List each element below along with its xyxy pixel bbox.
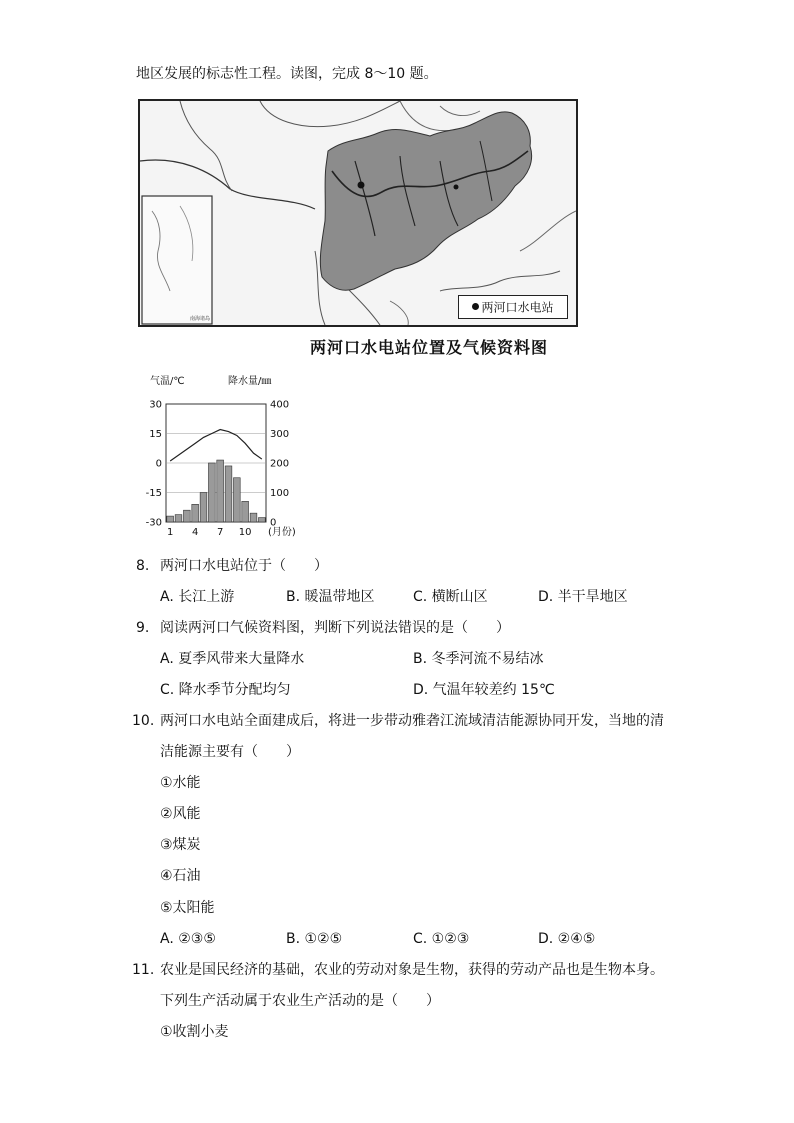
y-right-tick: 200 bbox=[270, 458, 290, 470]
y-right-tick: 400 bbox=[270, 399, 290, 411]
precip-bar bbox=[192, 504, 199, 522]
q9-option-b[interactable]: B. 冬季河流不易结冰 bbox=[413, 651, 544, 667]
q10-item-2: ②风能 bbox=[160, 806, 201, 822]
precip-bar bbox=[217, 460, 224, 522]
q10-option-d[interactable]: D. ②④⑤ bbox=[538, 931, 596, 947]
map-legend bbox=[458, 295, 568, 319]
precip-bar bbox=[167, 516, 174, 522]
q10-option-a[interactable]: A. ②③⑤ bbox=[160, 931, 216, 947]
q8-number: 8. bbox=[136, 558, 150, 574]
inset-frame bbox=[142, 196, 212, 324]
precip-bar bbox=[233, 478, 240, 522]
q11-stem-line2: 下列生产活动属于农业生产活动的是（ ） bbox=[160, 993, 440, 1009]
q10-item-5: ⑤太阳能 bbox=[160, 900, 215, 916]
plot-frame bbox=[166, 404, 266, 522]
q9-option-c[interactable]: C. 降水季节分配均匀 bbox=[160, 682, 291, 698]
q10-stem-line2: 洁能源主要有（ ） bbox=[160, 744, 300, 760]
x-tick: 4 bbox=[191, 527, 199, 538]
q9-number: 9. bbox=[136, 620, 150, 636]
precip-bar bbox=[225, 466, 232, 522]
x-tick: 7 bbox=[216, 527, 224, 538]
y-left-tick: -15 bbox=[145, 488, 162, 499]
map-drawing bbox=[140, 101, 576, 325]
x-tick: 1 bbox=[166, 527, 174, 538]
inset-label: 南海诸岛 bbox=[190, 316, 211, 322]
temperature-line bbox=[170, 430, 262, 461]
q9-option-d[interactable]: D. 气温年较差约 15℃ bbox=[413, 682, 555, 698]
x-axis-title: (月份) bbox=[268, 527, 296, 538]
q9-option-a[interactable]: A. 夏季风带来大量降水 bbox=[160, 651, 305, 667]
y-left-tick: 30 bbox=[149, 399, 162, 411]
map-caption: 两河口水电站位置及气候资料图 bbox=[310, 338, 549, 357]
precip-bar bbox=[208, 463, 215, 522]
y-right-tick: 0 bbox=[270, 517, 277, 529]
map-figure bbox=[138, 99, 578, 327]
y-left-tick: -30 bbox=[145, 517, 162, 529]
q8-option-a[interactable]: A. 长江上游 bbox=[160, 589, 235, 605]
y-left-tick: 15 bbox=[149, 429, 162, 440]
y-left-tick: 0 bbox=[155, 458, 162, 470]
temp-line bbox=[170, 430, 262, 461]
legend-dot-icon bbox=[472, 303, 479, 310]
bars bbox=[167, 460, 265, 522]
q10-option-c[interactable]: C. ①②③ bbox=[413, 931, 470, 947]
precip-bar bbox=[183, 510, 190, 522]
intro-text: 地区发展的标志性工程。读图，完成 8～10 题。 bbox=[136, 66, 438, 82]
q8-stem: 两河口水电站位于（ ） bbox=[160, 558, 328, 574]
q8-option-d[interactable]: D. 半干旱地区 bbox=[538, 589, 628, 605]
q8-option-c[interactable]: C. 横断山区 bbox=[413, 589, 488, 605]
q10-option-b[interactable]: B. ①②⑤ bbox=[286, 931, 343, 947]
climate-chart-svg bbox=[136, 372, 316, 546]
q10-item-3: ③煤炭 bbox=[160, 837, 201, 853]
q9-stem: 阅读两河口气候资料图，判断下列说法错误的是（ ） bbox=[160, 620, 510, 636]
climate-chart bbox=[136, 372, 316, 546]
q8-option-b[interactable]: B. 暖温带地区 bbox=[286, 589, 375, 605]
precip-bar bbox=[250, 513, 257, 522]
legend-label: 两河口水电站 bbox=[481, 300, 554, 315]
q11-stem-line1: 农业是国民经济的基础，农业的劳动对象是生物，获得的劳动产品也是生物本身。 bbox=[160, 962, 664, 978]
q11-number: 11. bbox=[132, 962, 155, 978]
x-tick: 10 bbox=[238, 527, 252, 538]
y-right-tick: 300 bbox=[270, 429, 290, 440]
station-dot bbox=[358, 182, 365, 189]
precip-bar bbox=[258, 518, 265, 522]
y-right-title: 降水量/㎜ bbox=[228, 376, 272, 387]
q10-item-1: ①水能 bbox=[160, 775, 201, 791]
q10-stem-line1: 两河口水电站全面建成后，将进一步带动雅砻江流域清洁能源协同开发，当地的清 bbox=[160, 713, 664, 729]
precip-bar bbox=[200, 493, 207, 523]
precip-bar bbox=[242, 501, 249, 522]
y-right-tick: 100 bbox=[270, 488, 290, 499]
y-left-title: 气温/℃ bbox=[150, 376, 185, 387]
precip-bar bbox=[175, 515, 182, 522]
q10-item-4: ④石油 bbox=[160, 868, 201, 884]
q10-number: 10. bbox=[132, 713, 155, 729]
q11-item-1: ①收割小麦 bbox=[160, 1024, 229, 1040]
basin-shading bbox=[320, 112, 531, 290]
